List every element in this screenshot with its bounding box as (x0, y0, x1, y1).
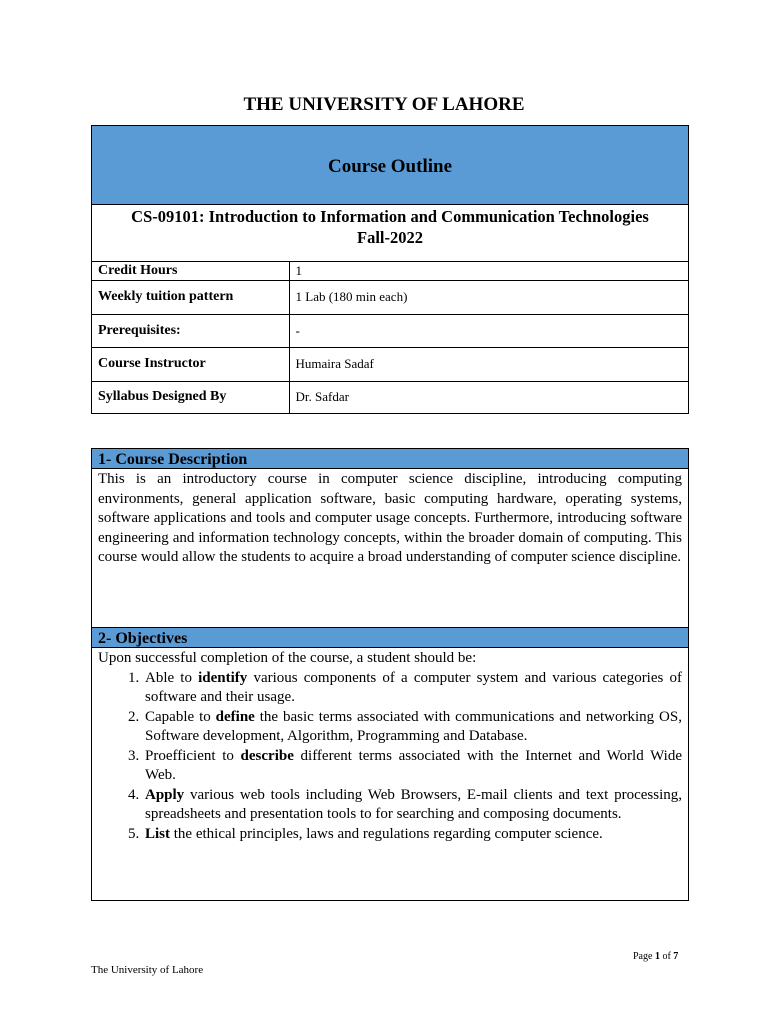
course-term: Fall-2022 (357, 228, 423, 247)
list-item: 5. List the ethical principles, laws and regulations regarding computer science. (143, 825, 682, 845)
course-title-line1: CS-09101: Introduction to Information and Communication Technologies (131, 207, 649, 226)
info-value: - (289, 314, 688, 347)
university-title: THE UNIVERSITY OF LAHORE (243, 94, 525, 115)
info-key: Prerequisites: (92, 314, 289, 347)
info-key: Syllabus Designed By (92, 381, 289, 413)
info-key: Weekly tuition pattern (92, 280, 289, 314)
info-value: 1 (295, 262, 302, 278)
course-outline-heading: Course Outline (92, 126, 688, 205)
footer-institution: The University of Lahore (91, 964, 204, 976)
objectives-section (91, 627, 689, 901)
info-value: 1 Lab (180 min each) (289, 280, 688, 314)
course-info-table (92, 262, 688, 413)
info-value: Dr. Safdar (289, 381, 688, 413)
course-outline-box (91, 125, 689, 414)
objectives-list (98, 669, 682, 845)
list-item: 1. Able to identify various components of a computer system and various categories of software and their usage. (143, 669, 682, 708)
table-row (92, 347, 688, 381)
list-item: 3. Proefficient to describe different terms associated with the Internet and World Wide Web. (143, 747, 682, 786)
info-key: Credit Hours (92, 262, 289, 280)
course-description-text: This is an introductory course in computer science discipline, introducing computing environments, general application software, basic computing hardware, operating systems, software applications and tools and computer usage concepts. Furthermore, introducing software engineering and information technology concepts, within the broader domain of computing. This course would allow the students to acquire a broad understanding of computer science discipline. (98, 471, 682, 565)
objectives-intro: Upon successful completion of the course, a student should be: (98, 650, 477, 666)
info-value: Humaira Sadaf (289, 347, 688, 381)
list-item: 2. Capable to define the basic terms associated with communications and networking OS, Software development, Algorithm, Programming and Database. (143, 708, 682, 747)
table-row (92, 280, 688, 314)
table-row (92, 381, 688, 413)
course-title (92, 205, 688, 262)
page-number: Page 1 of 7 (633, 951, 679, 962)
list-item: 4. Apply various web tools including Web Browsers, E-mail clients and text processing, spreadsheets and presentation tools to for searching and composing documents. (143, 786, 682, 825)
course-description-section (91, 448, 689, 628)
table-row (92, 314, 688, 347)
objectives-body (92, 648, 688, 844)
section-heading: 1- Course Description (92, 449, 688, 469)
section-heading: 2- Objectives (92, 628, 688, 648)
info-key: Course Instructor (92, 347, 289, 381)
table-row (92, 262, 688, 280)
